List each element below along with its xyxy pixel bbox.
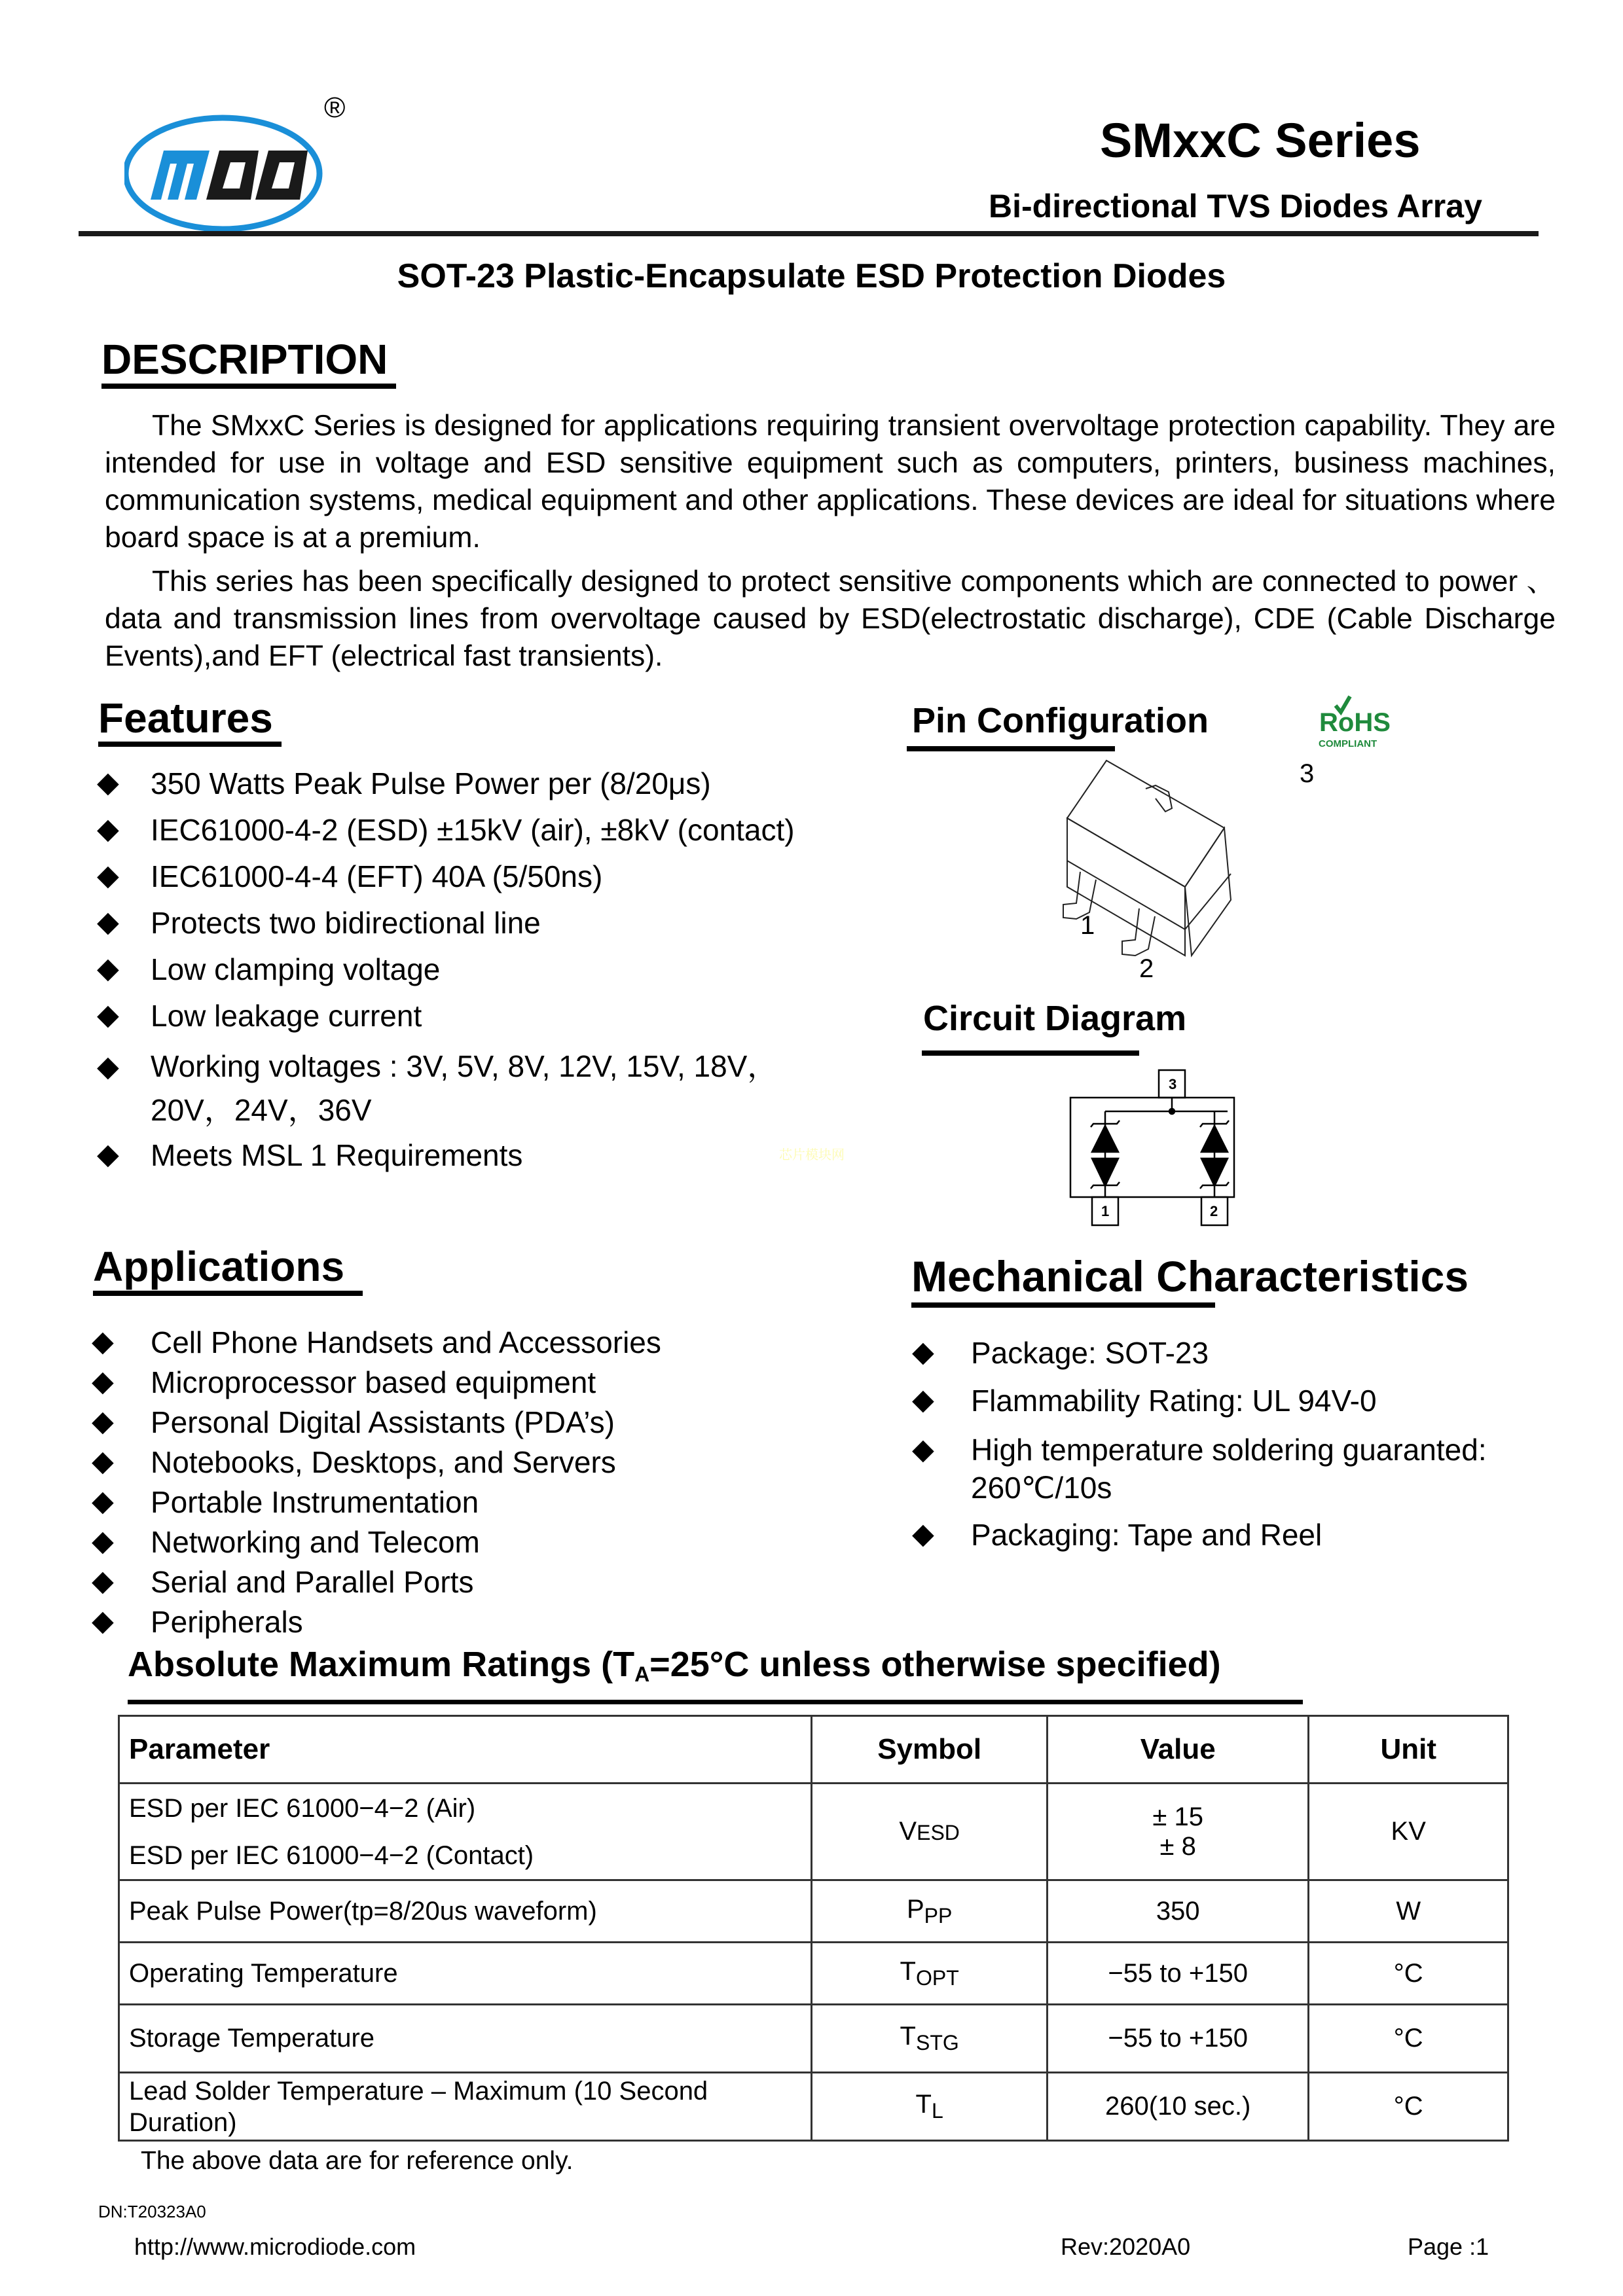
column-header-value: Value	[1047, 1716, 1308, 1784]
sot23-package-drawing	[1054, 759, 1395, 995]
pin-configuration-underline	[907, 746, 1115, 751]
applications-underline	[93, 1291, 363, 1296]
column-header-unit: Unit	[1309, 1716, 1508, 1784]
pin-configuration-heading: Pin Configuration	[912, 701, 1209, 740]
diamond-bullet-icon: ◆	[97, 1050, 119, 1083]
diamond-bullet-icon: ◆	[97, 1138, 119, 1170]
value-cell: −55 to +150	[1047, 1943, 1308, 2005]
pin-label-2: 2	[1139, 954, 1154, 983]
mechanical-heading: Mechanical Characteristics	[911, 1252, 1469, 1300]
symbol-cell: VESD	[812, 1784, 1048, 1880]
diamond-bullet-icon: ◆	[912, 1518, 934, 1550]
column-header-symbol: Symbol	[812, 1716, 1048, 1784]
list-item: ◆ Low clamping voltage	[97, 952, 441, 986]
diamond-bullet-icon: ◆	[97, 766, 119, 798]
rohs-badge	[1316, 692, 1395, 751]
table-row	[119, 2005, 1508, 2073]
parameter-cell: ESD per IEC 61000−4−2 (Air) ESD per IEC 61000−4−2 (Contact)	[119, 1784, 812, 1880]
series-title: SMxxC Series	[1100, 113, 1421, 168]
diamond-bullet-icon: ◆	[92, 1485, 114, 1517]
description-heading-underline	[101, 384, 396, 389]
mechanical-list	[912, 1335, 1554, 1565]
symbol-cell: $T_{OPT}$	[812, 1943, 1048, 2005]
diamond-bullet-icon: ◆	[97, 906, 119, 938]
list-item: ◆ Flammability Rating: UL 94V-0	[912, 1384, 1377, 1418]
diamond-bullet-icon: ◆	[97, 859, 119, 891]
list-item: ◆ Protects two bidirectional line	[97, 906, 541, 940]
diamond-bullet-icon: ◆	[97, 813, 119, 845]
brand-logo	[124, 92, 360, 242]
circuit-pin-3: 3	[1169, 1076, 1177, 1092]
column-header-parameter: Parameter	[119, 1716, 812, 1784]
table-row	[119, 2073, 1508, 2141]
page-number: Page :1	[1408, 2233, 1489, 2260]
circuit-diagram-heading: Circuit Diagram	[923, 999, 1187, 1038]
list-item: ◆ Serial and Parallel Ports	[92, 1565, 474, 1599]
diamond-bullet-icon: ◆	[92, 1405, 114, 1437]
list-item: ◆ IEC61000-4-4 (EFT) 40A (5/50ns)	[97, 859, 603, 893]
list-item: ◆ Cell Phone Handsets and Accessories	[92, 1325, 661, 1359]
features-list	[97, 766, 850, 1184]
ratings-underline	[128, 1700, 1303, 1704]
header-divider	[79, 231, 1539, 236]
diamond-bullet-icon: ◆	[92, 1325, 114, 1357]
list-item: ◆ Notebooks, Desktops, and Servers	[92, 1445, 616, 1479]
unit-cell: °C	[1309, 2005, 1508, 2073]
unit-cell: W	[1309, 1880, 1508, 1943]
ratings-heading: Absolute Maximum Ratings ($T_A=25^\circ C$ unless otherwise specified)	[128, 1645, 1221, 1686]
list-item: ◆ Low leakage current	[97, 999, 422, 1033]
diamond-bullet-icon: ◆	[97, 999, 119, 1031]
package-title: SOT-23 Plastic-Encapsulate ESD Protection Diodes	[397, 257, 1226, 295]
applications-heading: Applications	[93, 1243, 345, 1290]
circuit-pin-2: 2	[1210, 1203, 1218, 1219]
value-cell: ± 15 ± 8	[1047, 1784, 1308, 1880]
ratings-table	[118, 1715, 1509, 2142]
revision: Rev:2020A0	[1061, 2233, 1191, 2260]
registered-mark: ®	[324, 92, 346, 124]
list-item: ◆ 350 Watts Peak Pulse Power per (8/20μs)	[97, 766, 711, 800]
description-paragraph: The SMxxC Series is designed for applications requiring transient overvoltage protection capability. They are intended for use in voltage and ESD sensitive equipment such as computers, printers, business machines, communication systems, medical equipment and other applications. These devices are ideal for situations where board space is at a premium.	[105, 410, 1556, 554]
table-header-row	[119, 1716, 1508, 1784]
parameter-cell: Peak Pulse Power(tp=8/20us waveform)	[119, 1880, 812, 1943]
list-item: ◆ IEC61000-4-2 (ESD) ±15kV (air), ±8kV (contact)	[97, 813, 795, 847]
parameter-cell: Storage Temperature	[119, 2005, 812, 2073]
rohs-subtitle: COMPLIANT	[1319, 738, 1377, 749]
list-item: ◆ Meets MSL 1 Requirements	[97, 1138, 523, 1172]
circuit-diagram	[1067, 1067, 1342, 1237]
description-heading: DESCRIPTION	[101, 336, 388, 383]
list-item: ◆ Microprocessor based equipment	[92, 1365, 596, 1399]
value-cell: 350	[1047, 1880, 1308, 1943]
parameter-cell: Lead Solder Temperature – Maximum (10 Second Duration)	[119, 2073, 812, 2141]
unit-cell: °C	[1309, 1943, 1508, 2005]
list-item: ◆ Working voltages : 3V, 5V, 8V, 12V, 15V, 18V，20V，24V，36V	[97, 1045, 850, 1138]
diamond-bullet-icon: ◆	[912, 1336, 934, 1368]
list-item: ◆ Peripherals	[92, 1605, 303, 1639]
diamond-bullet-icon: ◆	[97, 952, 119, 984]
description-body	[105, 407, 1556, 681]
symbol-cell: $T_L$	[812, 2073, 1048, 2141]
unit-cell: KV	[1309, 1784, 1508, 1880]
doc-number: DN:T20323A0	[98, 2202, 206, 2221]
watermark-text: 芯片模块网	[779, 1148, 845, 1162]
list-item: ◆ Packaging: Tape and Reel	[912, 1518, 1322, 1552]
diamond-bullet-icon: ◆	[912, 1384, 934, 1416]
rohs-title: RoHS	[1319, 708, 1391, 737]
symbol-cell: $P_{PP}$	[812, 1880, 1048, 1943]
pin-label-3: 3	[1300, 759, 1315, 788]
diamond-bullet-icon: ◆	[912, 1433, 934, 1465]
circuit-diagram-underline	[922, 1050, 1139, 1056]
diamond-bullet-icon: ◆	[92, 1605, 114, 1637]
list-item: ◆ Portable Instrumentation	[92, 1485, 479, 1519]
pin-label-1: 1	[1080, 911, 1095, 940]
mechanical-underline	[911, 1302, 1215, 1308]
list-item: ◆ Personal Digital Assistants (PDA’s)	[92, 1405, 615, 1439]
description-paragraph: This series has been specifically designed to protect sensitive components which are connected to power 、 data and transmission lines from overvoltage caused by ESD(electrostatic discharge), CDE (Cable Discharge Events),and EFT (electrical fast transients).	[105, 565, 1556, 672]
value-cell: 260(10 sec.)	[1047, 2073, 1308, 2141]
website-link[interactable]: http://www.microdiode.com	[134, 2233, 416, 2260]
features-heading: Features	[98, 694, 273, 742]
diamond-bullet-icon: ◆	[92, 1565, 114, 1597]
sot23-package-icon	[1054, 759, 1395, 995]
diamond-bullet-icon: ◆	[92, 1525, 114, 1557]
circuit-pin-1: 1	[1101, 1203, 1110, 1219]
diamond-bullet-icon: ◆	[92, 1365, 114, 1397]
table-row	[119, 1880, 1508, 1943]
applications-list	[92, 1325, 845, 1644]
symbol-cell: $T_{STG}$	[812, 2005, 1048, 2073]
features-heading-underline	[98, 742, 282, 747]
value-cell: −55 to +150	[1047, 2005, 1308, 2073]
table-row	[119, 1943, 1508, 2005]
table-row	[119, 1784, 1508, 1880]
unit-cell: °C	[1309, 2073, 1508, 2141]
diamond-bullet-icon: ◆	[92, 1445, 114, 1477]
list-item: ◆ Networking and Telecom	[92, 1525, 480, 1559]
reference-note: The above data are for reference only.	[141, 2147, 574, 2175]
list-item: ◆ High temperature soldering guaranted: 260℃/10s	[912, 1431, 1554, 1517]
list-item: ◆ Package: SOT-23	[912, 1336, 1209, 1370]
parameter-cell: Operating Temperature	[119, 1943, 812, 2005]
subtitle: Bi-directional TVS Diodes Array	[989, 188, 1482, 224]
